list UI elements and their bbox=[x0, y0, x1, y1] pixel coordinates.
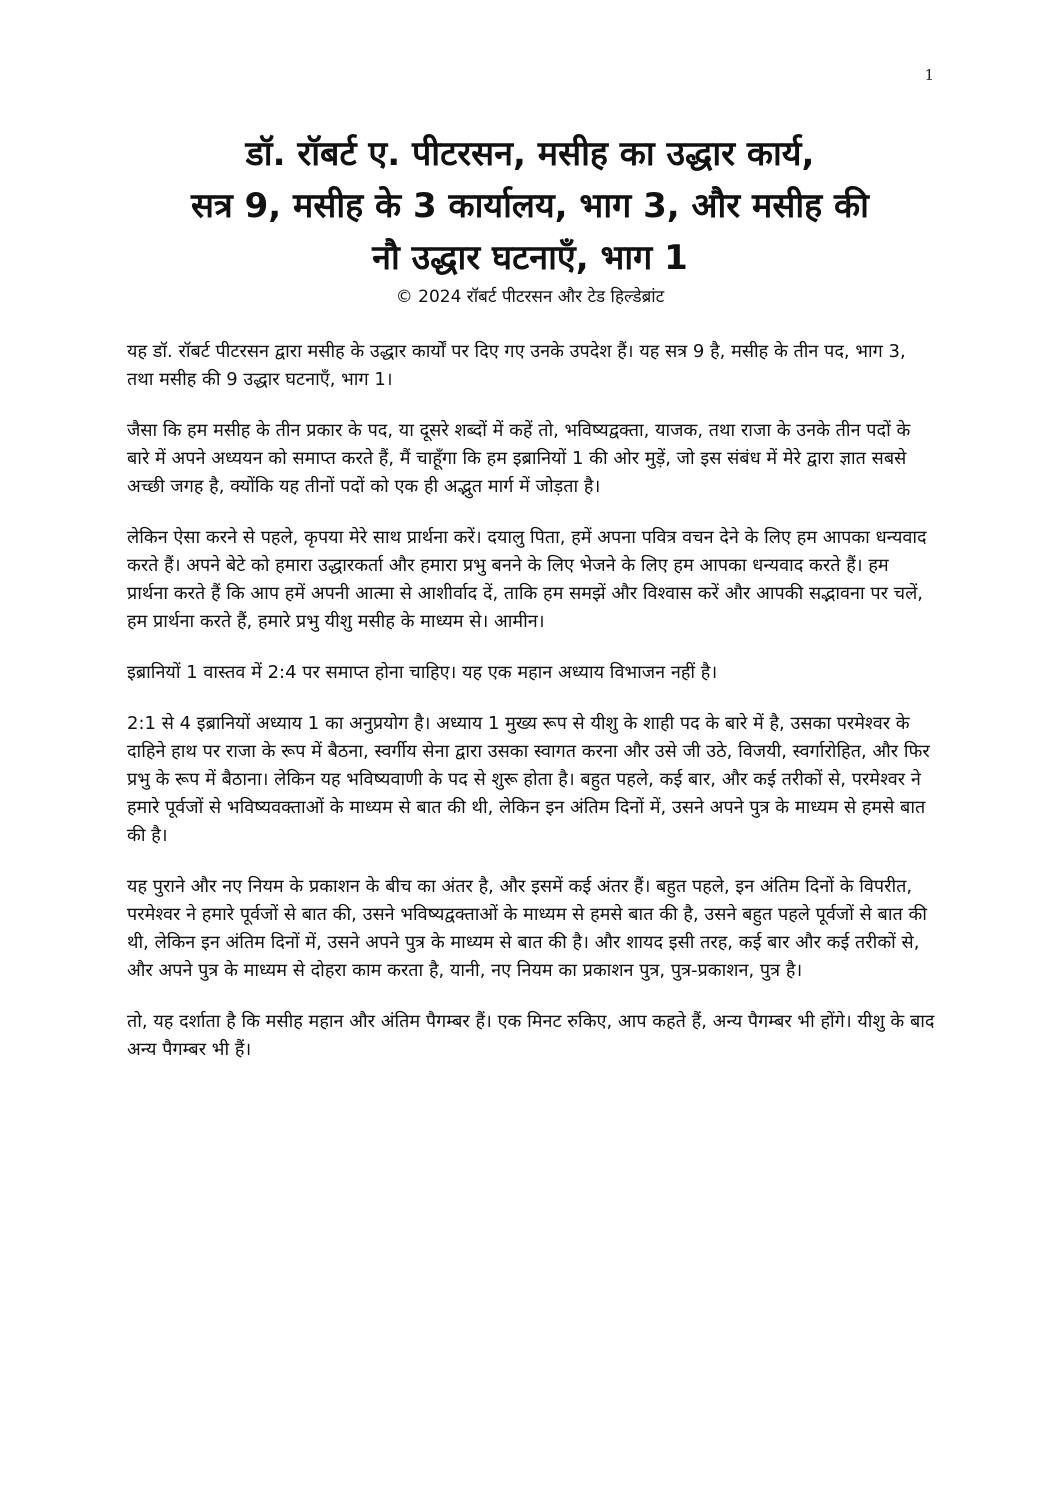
page-number: 1 bbox=[924, 66, 934, 84]
document-body bbox=[127, 338, 935, 1087]
paragraph-intro: यह डॉ. रॉबर्ट पीटरसन द्वारा मसीह के उद्धार कार्यों पर दिए गए उनके उपदेश हैं। यह सत्र 9 है, मसीह के तीन पद, भाग 3, तथा मसीह की 9 उद्धार घटनाएँ, भाग 1। bbox=[127, 341, 906, 390]
document-header bbox=[100, 128, 960, 308]
paragraph-three-offices: जैसा कि हम मसीह के तीन प्रकार के पद, या दूसरे शब्दों में कहें तो, भविष्यद्वक्ता, याजक, तथा राजा के उनके तीन पदों के बारे में अपने अध्ययन को समाप्त करते हैं, मैं चाहूँगा कि हम इब्रानियों 1 की ओर मुड़ें, जो इस संबंध में मेरे द्वारा ज्ञात सबसे अच्छी जगह है, क्योंकि यह तीनों पदों को एक ही अद्भुत मार्ग में जोड़ता है। bbox=[127, 420, 911, 497]
paragraph-final-prophet: तो, यह दर्शाता है कि मसीह महान और अंतिम पैगम्बर हैं। एक मिनट रुकिए, आप कहते हैं, अन्य पैगम्बर भी होंगे। यीशु के बाद अन्य पैगम्बर भी हैं। bbox=[127, 1011, 935, 1060]
paragraph-application: 2:1 से 4 इब्रानियों अध्याय 1 का अनुप्रयोग है। अध्याय 1 मुख्य रूप से यीशु के शाही पद के बारे में है, उसका परमेश्वर के दाहिने हाथ पर राजा के रूप में बैठना, स्वर्गीय सेना द्वारा उसका स्वागत करना और उसे जी उठे, विजयी, स्वर्गारोहित, और फिर प्रभु के रूप में बैठाना। लेकिन यह भविष्यवाणी के पद से शुरू होता है। बहुत पहले, कई बार, और कई तरीकों से, परमेश्वर ने हमारे पूर्वजों से भविष्यवक्ताओं के माध्यम से बात की थी, लेकिन इन अंतिम दिनों में, उसने अपने पुत्र के माध्यम से हमसे बात की है। bbox=[127, 713, 930, 846]
document-title bbox=[100, 128, 960, 284]
title-line-1: डॉ. रॉबर्ट ए. पीटरसन, मसीह का उद्धार कार्य, bbox=[245, 134, 815, 174]
copyright-notice: © 2024 रॉबर्ट पीटरसन और टेड हिल्डेब्रांट bbox=[395, 287, 665, 307]
paragraph-revelation: यह पुराने और नए नियम के प्रकाशन के बीच का अंतर है, और इसमें कई अंतर हैं। बहुत पहले, इन अंतिम दिनों के विपरीत, परमेश्वर ने हमारे पूर्वजों से बात की, उसने भविष्यद्वक्ताओं के माध्यम से हमसे बात की है, उसने बहुत पहले पूर्वजों से बात की थी, लेकिन इन अंतिम दिनों में, उसने अपने पुत्र के माध्यम से बात की है। और शायद इसी तरह, कई बार और कई तरीकों से, और अपने पुत्र के माध्यम से दोहरा काम करता है, यानी, नए नियम का प्रकाशन पुत्र, पुत्र-प्रकाशन, पुत्र है। bbox=[127, 876, 927, 981]
title-line-2: सत्र 9, मसीह के 3 कार्यालय, भाग 3, और मसीह की bbox=[191, 186, 869, 226]
title-line-3: नौ उद्धार घटनाएँ, भाग 1 bbox=[372, 238, 688, 278]
paragraph-prayer: लेकिन ऐसा करने से पहले, कृपया मेरे साथ प्रार्थना करें। दयालु पिता, हमें अपना पवित्र वचन देने के लिए हम आपका धन्यवाद करते हैं। अपने बेटे को हमारा उद्धारकर्ता और हमारा प्रभु बनने के लिए भेजने के लिए हम आपका धन्यवाद करते हैं। हम प्रार्थना करते हैं कि आप हमें अपनी आत्मा से आशीर्वाद दें, ताकि हम समझें और विश्वास करें और आपकी सद्भावना पर चलें, हम प्रार्थना करते हैं, हमारे प्रभु यीशु मसीह के माध्यम से। आमीन। bbox=[127, 527, 927, 632]
paragraph-chapter-division: इब्रानियों 1 वास्तव में 2:4 पर समाप्त होना चाहिए। यह एक महान अध्याय विभाजन नहीं है। bbox=[127, 662, 718, 683]
